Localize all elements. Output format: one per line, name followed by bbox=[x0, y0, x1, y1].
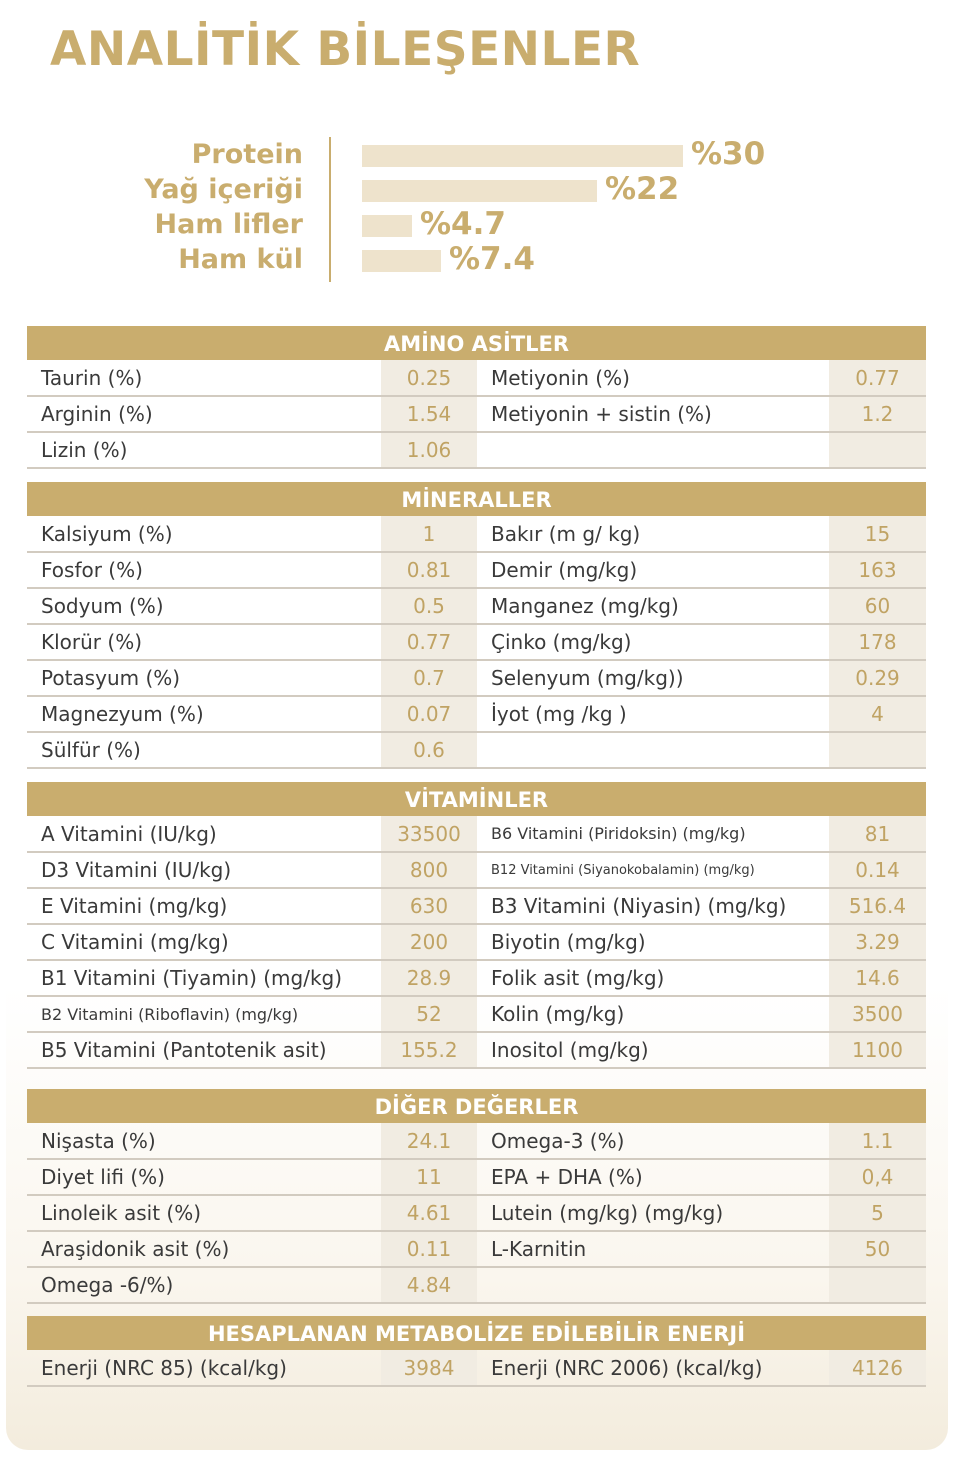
nutrient-name: Manganez (mg/kg) bbox=[477, 588, 829, 624]
table-row bbox=[27, 1123, 926, 1159]
composition-value: %4.7 bbox=[420, 206, 506, 242]
composition-labels bbox=[100, 137, 303, 277]
table-row bbox=[27, 1195, 926, 1231]
nutrient-value: 178 bbox=[829, 624, 926, 660]
nutrient-name: Kalsiyum (%) bbox=[27, 516, 381, 552]
table-row bbox=[27, 360, 926, 396]
nutrient-value: 516.4 bbox=[829, 888, 926, 924]
section-minerals bbox=[27, 482, 926, 769]
nutrient-value: 630 bbox=[381, 888, 477, 924]
nutrient-name: Potasyum (%) bbox=[27, 660, 381, 696]
nutrient-value: 0.11 bbox=[381, 1231, 477, 1267]
nutrient-name: Bakır (m g/ kg) bbox=[477, 516, 829, 552]
nutrient-name: Enerji (NRC 2006) (kcal/kg) bbox=[477, 1350, 829, 1386]
section-title: HESAPLANAN METABOLİZE EDİLEBİLİR ENERJİ bbox=[27, 1316, 926, 1350]
table-row bbox=[27, 624, 926, 660]
nutrient-name: İyot (mg /kg ) bbox=[477, 696, 829, 732]
nutrient-name: Folik asit (mg/kg) bbox=[477, 960, 829, 996]
nutrient-value: 200 bbox=[381, 924, 477, 960]
nutrient-name: B2 Vitamini (Riboflavin) (mg/kg) bbox=[27, 996, 381, 1032]
table-row bbox=[27, 1159, 926, 1195]
nutrient-name: Lizin (%) bbox=[27, 432, 381, 468]
nutrient-value: 155.2 bbox=[381, 1032, 477, 1068]
nutrient-value: 0,4 bbox=[829, 1159, 926, 1195]
section-vitamins bbox=[27, 782, 926, 1069]
composition-value: %22 bbox=[605, 171, 680, 207]
page-title: ANALİTİK BİLEŞENLER bbox=[50, 22, 641, 77]
table-row bbox=[27, 732, 926, 768]
nutrient-value: 0.77 bbox=[381, 624, 477, 660]
nutrient-name: A Vitamini (IU/kg) bbox=[27, 816, 381, 852]
nutrient-value: 60 bbox=[829, 588, 926, 624]
nutrient-name: Magnezyum (%) bbox=[27, 696, 381, 732]
nutrient-value: 1 bbox=[381, 516, 477, 552]
nutrient-value: 0.81 bbox=[381, 552, 477, 588]
nutrient-value: 52 bbox=[381, 996, 477, 1032]
nutrient-name: Inositol (mg/kg) bbox=[477, 1032, 829, 1068]
nutrient-value: 1.2 bbox=[829, 396, 926, 432]
nutrient-name: Enerji (NRC 85) (kcal/kg) bbox=[27, 1350, 381, 1386]
nutrient-value: 4.61 bbox=[381, 1195, 477, 1231]
nutrient-name: Nişasta (%) bbox=[27, 1123, 381, 1159]
composition-label: Protein bbox=[191, 139, 303, 170]
nutrient-value: 1.54 bbox=[381, 396, 477, 432]
nutrient-name: Taurin (%) bbox=[27, 360, 381, 396]
nutrient-value: 4126 bbox=[829, 1350, 926, 1386]
table-row bbox=[27, 888, 926, 924]
nutrient-value: 0.25 bbox=[381, 360, 477, 396]
nutrient-name: Demir (mg/kg) bbox=[477, 552, 829, 588]
nutrient-value: 14.6 bbox=[829, 960, 926, 996]
table-row bbox=[27, 1267, 926, 1303]
nutrient-value: 81 bbox=[829, 816, 926, 852]
nutrient-name: Linoleik asit (%) bbox=[27, 1195, 381, 1231]
section-title: DİĞER DEĞERLER bbox=[27, 1089, 926, 1123]
nutrient-value: 0.77 bbox=[829, 360, 926, 396]
nutrient-value: 0.07 bbox=[381, 696, 477, 732]
composition-label: Ham kül bbox=[178, 244, 303, 275]
nutrient-name: Metiyonin + sistin (%) bbox=[477, 396, 829, 432]
composition-bar bbox=[362, 215, 412, 237]
nutrient-name: B12 Vitamini (Siyanokobalamin) (mg/kg) bbox=[477, 852, 829, 888]
composition-bar bbox=[362, 250, 441, 272]
composition-bar bbox=[362, 145, 683, 167]
nutrient-name: EPA + DHA (%) bbox=[477, 1159, 829, 1195]
section-title: VİTAMİNLER bbox=[27, 782, 926, 816]
section-amino-acids bbox=[27, 326, 926, 469]
nutrient-value: 33500 bbox=[381, 816, 477, 852]
nutrient-value: 1100 bbox=[829, 1032, 926, 1068]
nutrient-name: Sodyum (%) bbox=[27, 588, 381, 624]
nutrient-value: 3.29 bbox=[829, 924, 926, 960]
nutrient-name: B6 Vitamini (Piridoksin) (mg/kg) bbox=[477, 816, 829, 852]
nutrient-value: 11 bbox=[381, 1159, 477, 1195]
nutrient-value: 4.84 bbox=[381, 1267, 477, 1303]
section-other-values bbox=[27, 1089, 926, 1304]
nutrient-name bbox=[477, 1267, 829, 1303]
nutrient-name: D3 Vitamini (IU/kg) bbox=[27, 852, 381, 888]
table-row bbox=[27, 396, 926, 432]
nutrient-name: Klorür (%) bbox=[27, 624, 381, 660]
composition-divider bbox=[329, 137, 331, 282]
table-row bbox=[27, 552, 926, 588]
table-row bbox=[27, 924, 926, 960]
nutrient-table bbox=[27, 516, 926, 769]
nutrient-name: Lutein (mg/kg) (mg/kg) bbox=[477, 1195, 829, 1231]
section-title: AMİNO ASİTLER bbox=[27, 326, 926, 360]
nutrient-value: 1.06 bbox=[381, 432, 477, 468]
nutrient-table bbox=[27, 816, 926, 1069]
nutrient-value: 3500 bbox=[829, 996, 926, 1032]
nutrient-value: 3984 bbox=[381, 1350, 477, 1386]
nutrient-value: 1.1 bbox=[829, 1123, 926, 1159]
nutrient-name: L-Karnitin bbox=[477, 1231, 829, 1267]
nutrient-value: 0.6 bbox=[381, 732, 477, 768]
nutrient-value bbox=[829, 732, 926, 768]
nutrient-name: Biyotin (mg/kg) bbox=[477, 924, 829, 960]
nutrient-name bbox=[477, 732, 829, 768]
nutrient-value: 28.9 bbox=[381, 960, 477, 996]
nutrient-value: 15 bbox=[829, 516, 926, 552]
nutrient-name: Diyet lifi (%) bbox=[27, 1159, 381, 1195]
nutrient-name: Arginin (%) bbox=[27, 396, 381, 432]
nutrient-value: 0.7 bbox=[381, 660, 477, 696]
nutrient-value: 50 bbox=[829, 1231, 926, 1267]
table-row bbox=[27, 516, 926, 552]
composition-label: Yağ içeriği bbox=[144, 174, 303, 205]
nutrient-value bbox=[829, 1267, 926, 1303]
nutrient-name: Çinko (mg/kg) bbox=[477, 624, 829, 660]
composition-value: %7.4 bbox=[449, 241, 535, 277]
table-row bbox=[27, 660, 926, 696]
nutrient-name: Kolin (mg/kg) bbox=[477, 996, 829, 1032]
table-row bbox=[27, 588, 926, 624]
table-row bbox=[27, 1231, 926, 1267]
section-title: MİNERALLER bbox=[27, 482, 926, 516]
table-row bbox=[27, 852, 926, 888]
composition-value: %30 bbox=[691, 136, 766, 172]
nutrient-name bbox=[477, 432, 829, 468]
nutrient-value: 0.29 bbox=[829, 660, 926, 696]
nutrient-name: Omega-3 (%) bbox=[477, 1123, 829, 1159]
nutrient-value: 163 bbox=[829, 552, 926, 588]
nutrient-name: B3 Vitamini (Niyasin) (mg/kg) bbox=[477, 888, 829, 924]
composition-bar bbox=[362, 180, 597, 202]
table-row bbox=[27, 1032, 926, 1068]
section-energy bbox=[27, 1316, 926, 1387]
nutrient-name: Fosfor (%) bbox=[27, 552, 381, 588]
nutrient-table bbox=[27, 1123, 926, 1304]
nutrient-value: 800 bbox=[381, 852, 477, 888]
table-row bbox=[27, 816, 926, 852]
nutrient-name: Omega -6/%) bbox=[27, 1267, 381, 1303]
nutrient-value: 5 bbox=[829, 1195, 926, 1231]
nutrient-table bbox=[27, 1350, 926, 1387]
nutrient-value: 24.1 bbox=[381, 1123, 477, 1159]
nutrient-name: Metiyonin (%) bbox=[477, 360, 829, 396]
nutrient-name: B1 Vitamini (Tiyamin) (mg/kg) bbox=[27, 960, 381, 996]
nutrient-name: Sülfür (%) bbox=[27, 732, 381, 768]
nutrient-value: 0.14 bbox=[829, 852, 926, 888]
nutrient-value bbox=[829, 432, 926, 468]
nutrient-name: B5 Vitamini (Pantotenik asit) bbox=[27, 1032, 381, 1068]
composition-label: Ham lifler bbox=[154, 209, 303, 240]
nutrient-name: E Vitamini (mg/kg) bbox=[27, 888, 381, 924]
nutrient-name: C Vitamini (mg/kg) bbox=[27, 924, 381, 960]
table-row bbox=[27, 996, 926, 1032]
nutrient-value: 4 bbox=[829, 696, 926, 732]
table-row bbox=[27, 696, 926, 732]
table-row bbox=[27, 432, 926, 468]
nutrient-name: Araşidonik asit (%) bbox=[27, 1231, 381, 1267]
table-row bbox=[27, 1350, 926, 1386]
table-row bbox=[27, 960, 926, 996]
nutrient-name: Selenyum (mg/kg)) bbox=[477, 660, 829, 696]
nutrient-table bbox=[27, 360, 926, 469]
nutrient-value: 0.5 bbox=[381, 588, 477, 624]
